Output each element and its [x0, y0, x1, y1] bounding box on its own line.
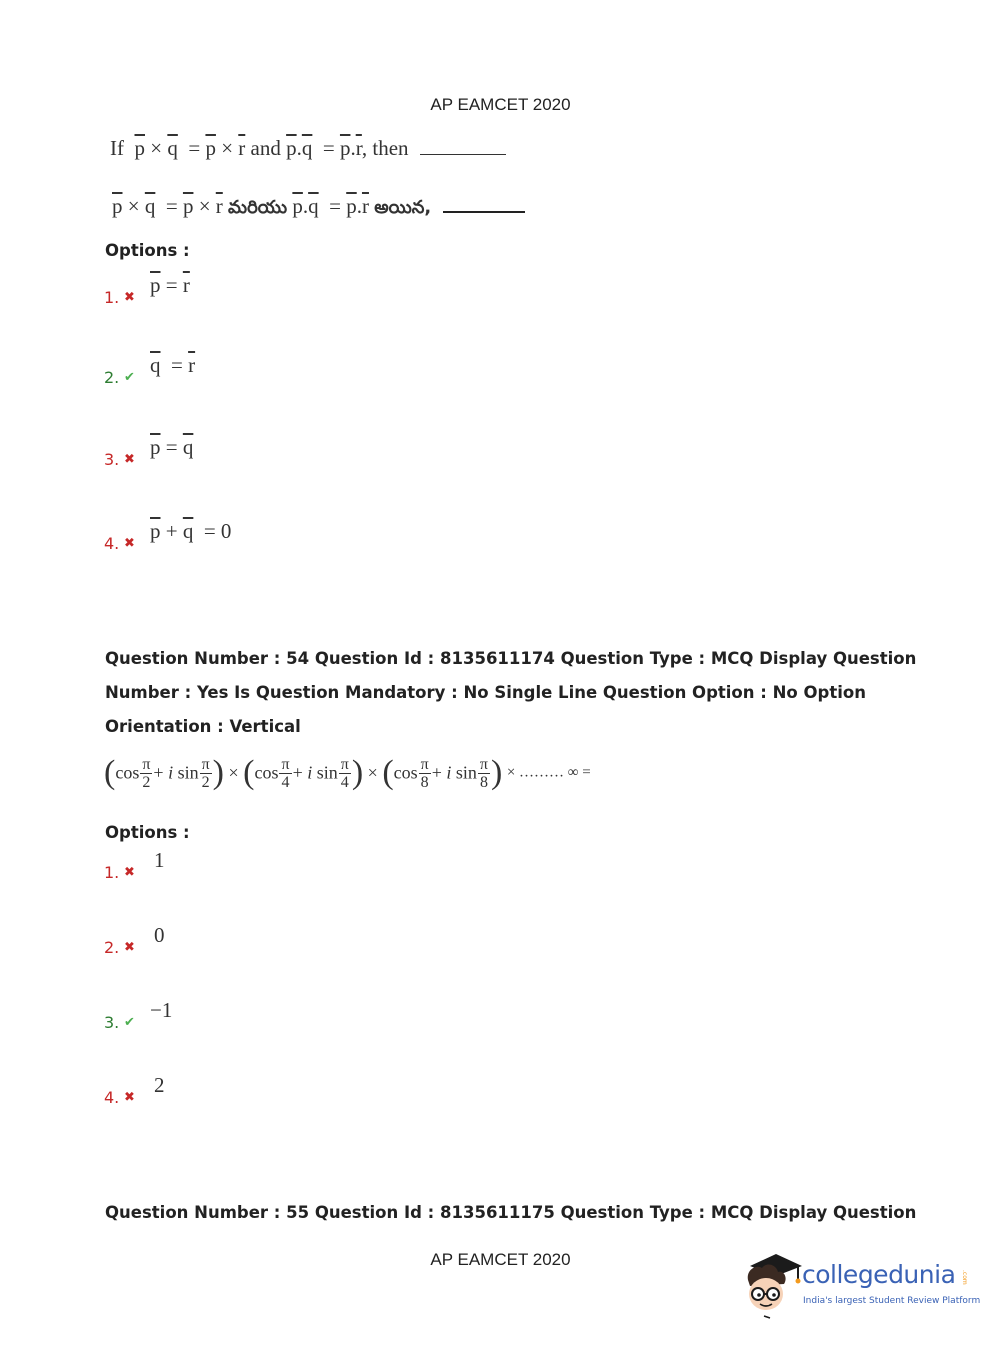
cross-icon: ✖ [124, 452, 135, 467]
q54-option-2: 2. ✖ 0 [104, 923, 165, 957]
cross-icon: ✖ [124, 1090, 135, 1105]
q54-expression: (cos $\frac{\pi}{2}$ + i sin $\frac{\pi}{2}$ ) × (cos $\frac{\pi}{4}$ + i sin $\frac{\pi}{4}$ ) × (cos $\frac{\pi}{8}$ + i sin $\frac{\pi}{8}$ ) × ……… ∞ = [104, 754, 591, 791]
q53-option-1: 1. ✖ $\overline{p} = \overline{r}$ [104, 273, 190, 307]
q54-meta-line-2: Number : Yes Is Question Mandatory : No Single Line Question Option : No Option [105, 683, 866, 702]
answer-blank [420, 153, 506, 155]
q53-option-4: 4. ✖ $\overline{p} + \overline{q} = 0$ [104, 519, 232, 553]
q53-telugu-and: మరియు [228, 197, 288, 218]
q53-option-3: 3. ✖ $\overline{p} = \overline{q}$ [104, 435, 194, 469]
q53-options-label: Options : [105, 241, 190, 260]
check-icon: ✔ [124, 370, 135, 385]
q54-option-4: 4. ✖ 2 [104, 1073, 165, 1107]
cross-icon: ✖ [124, 536, 135, 551]
q54-meta-line-3: Orientation : Vertical [105, 717, 301, 736]
q54-options-label: Options : [105, 823, 190, 842]
answer-blank [443, 210, 525, 213]
q53-option-2: 2. ✔ $\overline{q} = \overline{r}$ [104, 353, 196, 387]
q53-telugu-if: అయిన, [374, 197, 432, 218]
cross-icon: ✖ [124, 865, 135, 880]
cross-icon: ✖ [124, 290, 135, 305]
cross-icon: ✖ [124, 940, 135, 955]
q53-and-word: and [250, 136, 281, 160]
check-icon: ✔ [124, 1015, 135, 1030]
logo-domain-suffix: .com [961, 1270, 968, 1285]
mascot-icon [742, 1250, 804, 1320]
q54-option-3: 3. ✔ −1 [104, 998, 173, 1032]
q55-meta-line-1: Question Number : 55 Question Id : 8135611175 Question Type : MCQ Display Question [105, 1203, 917, 1222]
collegedunia-logo[interactable] [742, 1250, 981, 1320]
q54-option-1: 1. ✖ 1 [104, 848, 165, 882]
q53-if-word: If [110, 136, 124, 160]
q54-expression-tail: × ……… ∞ = [506, 764, 591, 781]
logo-tagline: India's largest Student Review Platform [803, 1296, 981, 1306]
q53-then-word: , then [361, 136, 409, 160]
page-footer: AP EAMCET 2020 [430, 1250, 571, 1269]
q53-statement-english: If $\overline{p} \times \overline{q} = \overline{p} \times \overline{r}$ and $\overline{p}.\overline{q} = \overline{p}.\overline{r}$, then [110, 136, 506, 161]
page-header: AP EAMCET 2020 [430, 95, 571, 114]
q53-statement-telugu: $\overline{p} \times \overline{q} = \overline{p} \times \overline{r}$ మరియు $\overline{p}.\overline{q} = \overline{p}.\overline{r}$ అయిన, [112, 194, 525, 222]
q54-meta-line-1: Question Number : 54 Question Id : 8135611174 Question Type : MCQ Display Question [105, 649, 917, 668]
logo-wordmark: collegedunia [802, 1260, 956, 1289]
